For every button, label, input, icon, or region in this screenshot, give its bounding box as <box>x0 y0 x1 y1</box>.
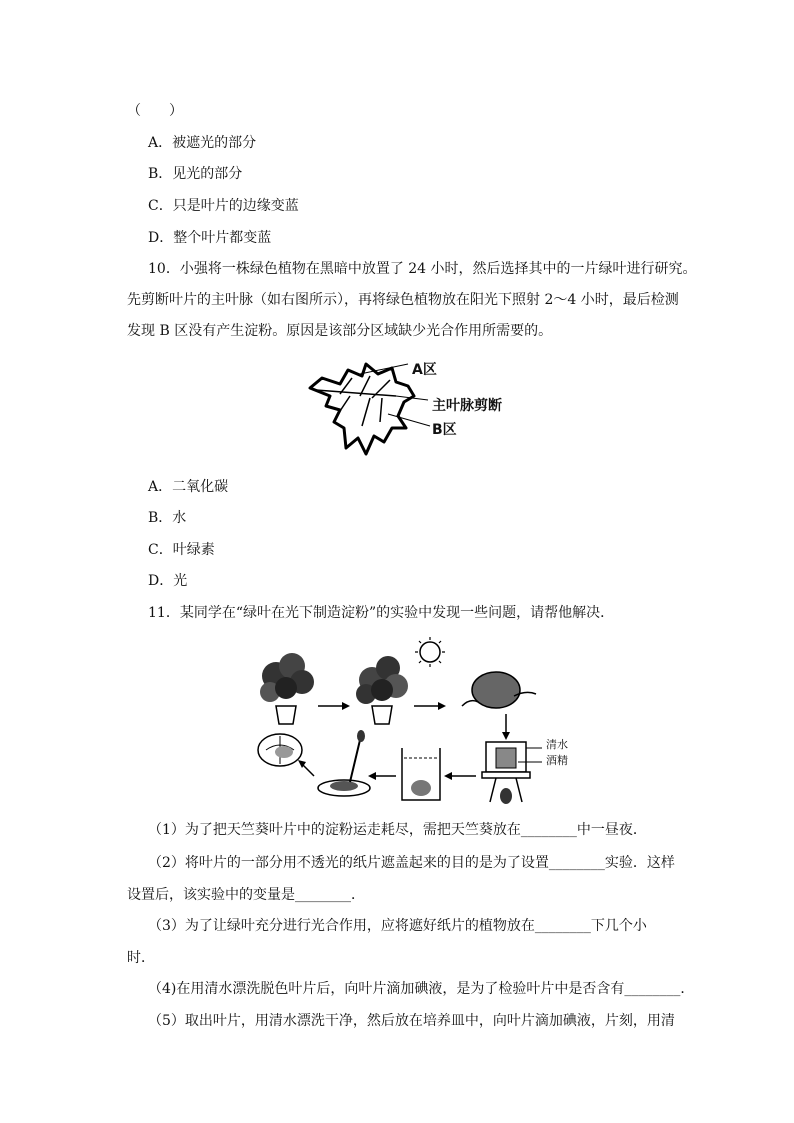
label-alcohol: 酒精 <box>546 754 568 767</box>
q10-option-d: D．光 <box>148 573 188 589</box>
q11-sub-1: （1）为了把天竺葵叶片中的淀粉运走耗尽，需把天竺葵放在________中一昼夜． <box>148 822 647 838</box>
q11-sub-2-line-2: 设置后，该实验中的变量是________． <box>127 887 365 903</box>
potted-plant-icon <box>356 656 408 724</box>
q10-text-line-1: 10．小强将一株绿色植物在黑暗中放置了 24 小时，然后选择其中的一片绿叶进行研究。 <box>148 261 697 277</box>
sun-icon <box>415 637 445 667</box>
q10-option-c: C．叶绿素 <box>148 542 215 558</box>
potted-plant-icon <box>260 653 314 724</box>
label-zone-a: A区 <box>412 362 437 378</box>
q10-option-a: A．二氧化碳 <box>148 479 229 495</box>
q9-option-a: A．被遮光的部分 <box>148 135 257 151</box>
q11-sub-3-line-2: 时． <box>127 950 155 966</box>
label-main-vein-cut: 主叶脉剪断 <box>432 398 502 414</box>
q11-intro: 11．某同学在“绿叶在光下制造淀粉”的实验中发现一些问题，请帮他解决． <box>148 605 615 621</box>
petri-dish-dropper-icon <box>318 730 370 796</box>
label-zone-b: B区 <box>432 422 457 438</box>
q10-text-line-3: 发现 B 区没有产生淀粉。原因是该部分区域缺少光合作用所需要的。 <box>127 323 553 339</box>
answer-bracket: （ ） <box>127 103 183 119</box>
experiment-figure <box>256 636 576 812</box>
leaf-outline <box>310 364 414 454</box>
q10-option-b: B．水 <box>148 510 187 526</box>
q9-option-c: C．只是叶片的边缘变蓝 <box>148 198 299 214</box>
label-water: 清水 <box>546 738 568 751</box>
water-bath-icon <box>482 742 530 804</box>
q9-option-d: D．整个叶片都变蓝 <box>148 230 272 246</box>
beaker-icon <box>402 748 440 800</box>
q11-sub-5: （5）取出叶片，用清水漂洗干净，然后放在培养皿中，向叶片滴加碘液，片刻，用清 <box>148 1013 675 1029</box>
q11-sub-4: （4)在用清水漂洗脱色叶片后，向叶片滴加碘液，是为了检验叶片中是否含有________． <box>148 981 695 997</box>
leaf-in-hands-icon <box>462 672 536 708</box>
q11-sub-2-line-1: （2）将叶片的一部分用不透光的纸片遮盖起来的目的是为了设置________实验．这样 <box>148 855 675 871</box>
stained-leaf-icon <box>258 734 302 766</box>
q11-sub-3-line-1: （3）为了让绿叶充分进行光合作用，应将遮好纸片的植物放在________下几个小 <box>148 918 647 934</box>
q10-text-line-2: 先剪断叶片的主叶脉（如右图所示），再将绿色植物放在阳光下照射 2～4 小时，最后检测 <box>127 292 679 308</box>
q9-option-b: B．见光的部分 <box>148 166 243 182</box>
